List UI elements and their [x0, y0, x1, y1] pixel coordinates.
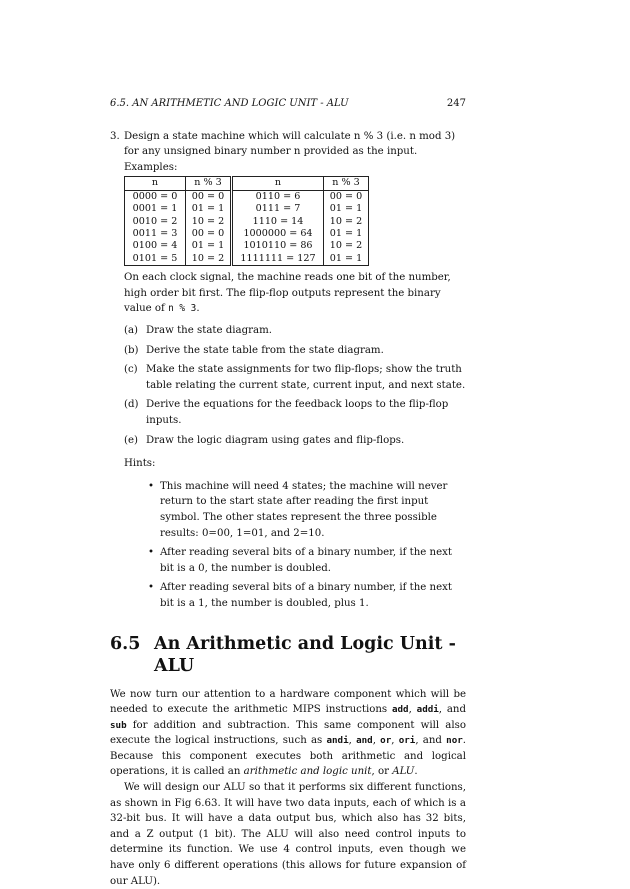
section-paragraph-1: [110, 687, 466, 781]
code-and: and: [356, 735, 373, 747]
subtask-label: (a): [124, 325, 139, 336]
table-cell: 0001 = 1: [125, 203, 186, 215]
hint-text: After reading several bits of a binary number, if the next bit is a 1, the number is doubled, plus 1.: [160, 582, 452, 609]
subtask-text: Derive the state table from the state diagram.: [146, 344, 384, 356]
text-run: for addition and subtraction. This same component will also execute the logical instructions, such as: [110, 719, 466, 747]
table-cell: 01 = 1: [324, 203, 369, 215]
table-cell: 1110 = 14: [232, 216, 324, 228]
running-header: [110, 96, 466, 112]
hints-title: Hints:: [124, 458, 156, 470]
code-sub: sub: [110, 719, 127, 731]
subtask-item: [124, 433, 466, 449]
exercise-intro: Design a state machine which will calculate n % 3 (i.e. n mod 3) for any unsigned binary number n provided as the input. Examples:: [124, 130, 456, 173]
hint-item: [124, 479, 466, 541]
table-cell: 01 = 1: [186, 240, 232, 252]
table-row: [125, 240, 369, 252]
table-row: [125, 228, 369, 240]
table-cell: 01 = 1: [324, 228, 369, 240]
subtask-item: [124, 343, 466, 359]
section-paragraph-2: We will design our ALU so that it performs six different functions, as shown in Fig 6.63. It will have two data inputs, each of which is a 32-bit bus. It will have a data output bus, which also has 32 bits, and a Z output (1 bit). The ALU will also need control inputs to determine its function. We use 4 control inputs, even though we have only 6 different operations (this allows for future expansion of our ALU).: [110, 782, 466, 887]
text-run: , and: [438, 704, 467, 716]
table-header-row: [125, 177, 369, 190]
text-run: ,: [408, 704, 412, 716]
table-cell: 0011 = 3: [125, 228, 186, 240]
subtask-list: [124, 323, 466, 448]
table-header-cell: n: [232, 177, 324, 190]
table-header-cell: n % 3: [324, 177, 369, 190]
emphasis-alu-term: arithmetic and logic unit: [243, 766, 372, 778]
bullet-icon: •: [148, 582, 155, 594]
hint-text: This machine will need 4 states; the machine will never return to the start state after reading the first input symbol. The other states represent the three possible results: 0=00, 1=01, and 2=10.: [160, 480, 448, 539]
table-cell: 00 = 0: [186, 190, 232, 203]
table-cell: 1111111 = 127: [232, 253, 324, 266]
text-run: . Because this component executes both arithmetic and logical operations, it is called an: [110, 735, 467, 778]
text-run: ,: [372, 735, 376, 747]
table-cell: 00 = 0: [324, 190, 369, 203]
header-title: 6.5. AN ARITHMETIC AND LOGIC UNIT - ALU: [110, 98, 349, 109]
subtask-text: Draw the state diagram.: [146, 325, 272, 336]
table-cell: 0110 = 6: [232, 190, 324, 203]
subtask-text: Make the state assignments for two flip-flops; show the truth table relating the current state, current input, and next state.: [146, 364, 466, 391]
subtask-text: Derive the equations for the feedback loops to the flip-flop inputs.: [146, 399, 449, 426]
table-cell: 10 = 2: [324, 240, 369, 252]
page-number: 247: [446, 98, 466, 109]
subtask-text: Draw the logic diagram using gates and flip-flops.: [146, 434, 405, 446]
table-cell: 01 = 1: [186, 203, 232, 215]
after-table-sentence: On each clock signal, the machine reads one bit of the number, high order bit first. The flip-flop outputs represent the binary value of: [124, 272, 451, 315]
table-header-cell: n: [125, 177, 186, 190]
section-title: An Arithmetic and Logic Unit - ALU: [154, 633, 456, 676]
table-cell: 10 = 2: [324, 216, 369, 228]
text-run: .: [414, 766, 418, 778]
hints-list: [124, 479, 466, 612]
exercise-number: 3.: [110, 130, 120, 142]
subtask-label: (b): [124, 344, 139, 356]
after-table-text: [124, 270, 466, 317]
table-cell: 00 = 0: [186, 228, 232, 240]
text-run: ,: [348, 735, 352, 747]
table-row: [125, 253, 369, 266]
subtask-item: [124, 362, 466, 393]
hint-item: [124, 545, 466, 576]
code-andi: andi: [326, 735, 349, 747]
text-run: , or: [371, 766, 389, 778]
subtask-item: [124, 397, 466, 428]
table-cell: 0000 = 0: [125, 190, 186, 203]
code-nor: nor: [446, 735, 463, 747]
bullet-icon: •: [148, 547, 155, 559]
subtask-item: [124, 323, 466, 339]
table-cell: 0111 = 7: [232, 203, 324, 215]
hint-item: [124, 580, 466, 611]
table-cell: 0100 = 4: [125, 240, 186, 252]
after-table-period: .: [196, 303, 200, 315]
code-addi: addi: [416, 704, 439, 716]
text-run: We now turn our attention to a hardware component which will be needed to execute the arithmetic MIPS instructions: [110, 688, 466, 716]
text-run: , and: [415, 735, 442, 747]
table-cell: 10 = 2: [186, 216, 232, 228]
table-header-cell: n % 3: [186, 177, 232, 190]
table-cell: 01 = 1: [324, 253, 369, 266]
table-row: [125, 203, 369, 215]
hint-text: After reading several bits of a binary number, if the next bit is a 0, the number is doubled.: [160, 547, 452, 574]
page: [110, 96, 466, 889]
mod-examples-table: [124, 176, 369, 266]
code-n-mod-3: n % 3: [168, 303, 197, 315]
emphasis-alu: ALU: [392, 766, 415, 778]
section-heading: [110, 633, 466, 677]
table-row: [125, 190, 369, 203]
subtask-label: (c): [124, 364, 138, 376]
exercise-3: [110, 129, 466, 616]
code-add: add: [391, 704, 409, 716]
table-cell: 0010 = 2: [125, 216, 186, 228]
code-ori: ori: [398, 735, 416, 747]
table-cell: 1010110 = 86: [232, 240, 324, 252]
table-cell: 0101 = 5: [125, 253, 186, 266]
section-number: 6.5: [110, 633, 141, 654]
table-cell: 1000000 = 64: [232, 228, 324, 240]
code-or: or: [380, 735, 392, 747]
subtask-label: (e): [124, 434, 138, 446]
subtask-label: (d): [124, 399, 139, 411]
text-run: ,: [391, 735, 395, 747]
table-cell: 10 = 2: [186, 253, 232, 266]
table-row: [125, 216, 369, 228]
bullet-icon: •: [148, 480, 155, 492]
